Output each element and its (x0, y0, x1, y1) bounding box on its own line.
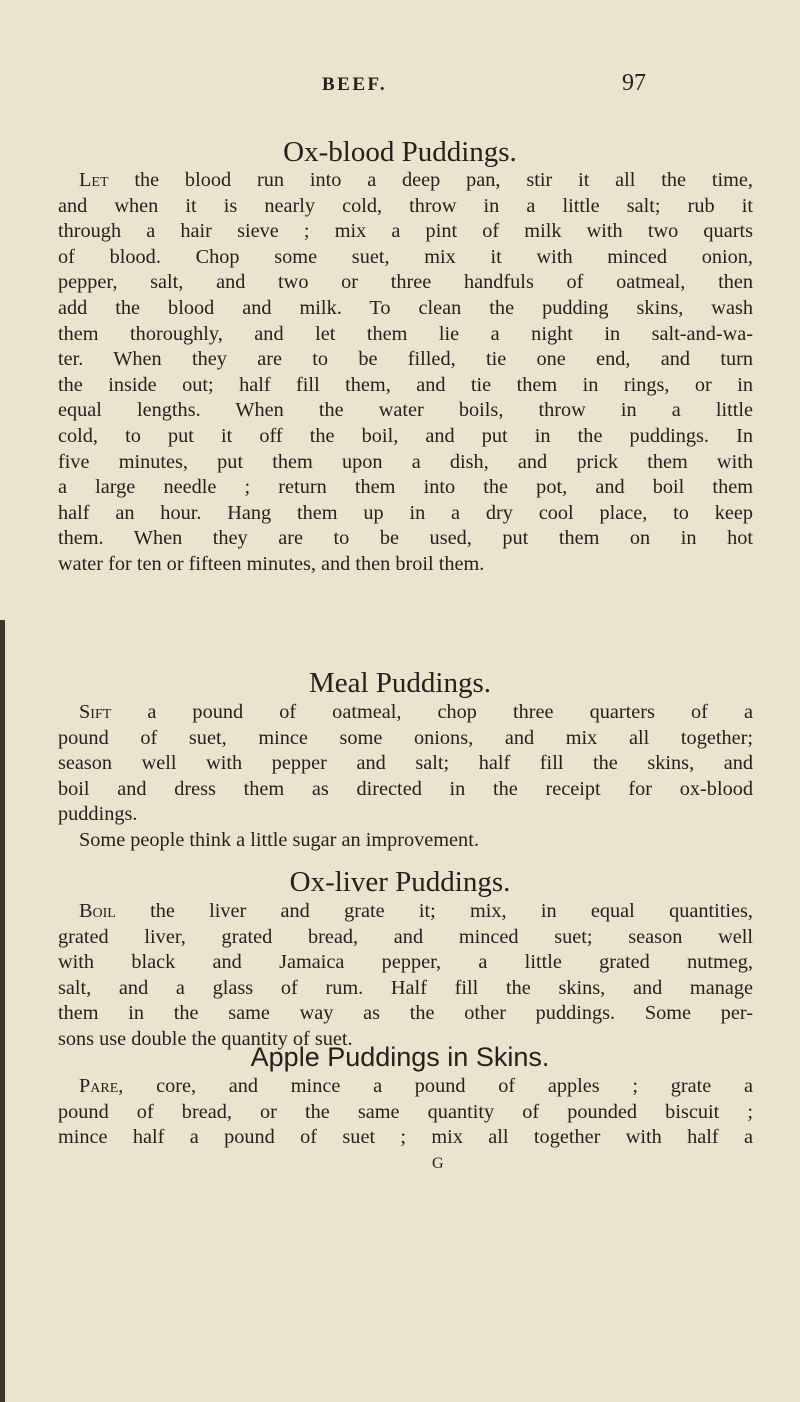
text-line: and when it is nearly cold, throw in a little salt; rub it (58, 194, 753, 217)
drop-word: Let (79, 169, 109, 191)
text-line: grated liver, grated bread, and minced suet; season well (58, 925, 753, 948)
page-number: 97 (622, 70, 646, 96)
text-line: puddings. (58, 803, 138, 826)
text-line: Pare, core, and mince a pound of apples ; grate a (79, 1075, 753, 1097)
section-body-ox-liver-puddings (58, 899, 753, 1053)
text-line (58, 168, 753, 194)
text-line: water for ten or fifteen minutes, and then broil them. (58, 552, 485, 575)
signature-mark: G (432, 1155, 444, 1172)
text-line: them in the same way as the other puddings. Some per- (58, 1002, 753, 1025)
text-line: pepper, salt, and two or three handfuls of oatmeal, then (58, 271, 753, 294)
text-line: five minutes, put them upon a dish, and prick them with (58, 450, 753, 473)
text-line: of blood. Chop some suet, mix it with minced onion, (58, 245, 753, 268)
text-line: pound of suet, mince some onions, and mix all together; (58, 726, 753, 749)
text-line: a large needle ; return them into the pot, and boil them (58, 476, 753, 499)
text-line: through a hair sieve ; mix a pint of milk with two quarts (58, 220, 753, 243)
text-line: Sift a pound of oatmeal, chop three quarters of a (79, 701, 753, 723)
drop-word: Pare, (79, 1075, 124, 1097)
text-line: Boil the liver and grate it; mix, in equal quantities, (79, 900, 753, 922)
text-line: boil and dress them as directed in the receipt for ox-blood (58, 777, 753, 800)
line-text: the blood run into a deep pan, stir it all the time, (108, 169, 753, 191)
text-line: half an hour. Hang them up in a dry cool place, to keep (58, 501, 753, 524)
drop-word: Boil (79, 900, 116, 922)
text-line: cold, to put it off the boil, and put in the puddings. In (58, 424, 753, 447)
text-line: pound of bread, or the same quantity of pounded biscuit ; (58, 1100, 753, 1123)
drop-word: Sift (79, 701, 112, 723)
section-heading-meal-puddings: Meal Puddings. (308, 667, 492, 699)
section-body-ox-blood-puddings (58, 168, 753, 578)
running-head (0, 70, 800, 104)
text-line: season well with pepper and salt; half fill the skins, and (58, 752, 753, 775)
section-heading-apple-puddings-in-skins: Apple Puddings in Skins. (250, 1042, 550, 1072)
text-line: with black and Jamaica pepper, a little grated nutmeg, (58, 951, 753, 974)
text-line: mince half a pound of suet ; mix all together with half a (58, 1126, 753, 1149)
text-line: them thoroughly, and let them lie a night in salt-and-wa- (58, 322, 753, 345)
text-line: sons use double the quantity of suet. (58, 1027, 353, 1050)
text-line: the inside out; half fill them, and tie them in rings, or in (58, 373, 753, 396)
section-body-meal-puddings (58, 700, 753, 854)
section-heading-ox-blood-puddings: Ox-blood Puddings. (283, 136, 517, 168)
section-body-apple-puddings-in-skins (58, 1074, 753, 1151)
text-line: salt, and a glass of rum. Half fill the skins, and manage (58, 976, 753, 999)
running-head-title: BEEF. (322, 74, 388, 95)
text-line: Some people think a little sugar an improvement. (79, 828, 479, 851)
text-line: equal lengths. When the water boils, throw in a little (58, 399, 753, 422)
text-line: add the blood and milk. To clean the pudding skins, wash (58, 296, 753, 319)
section-heading-ox-liver-puddings: Ox-liver Puddings. (289, 866, 511, 898)
text-line: ter. When they are to be filled, tie one end, and turn (58, 348, 753, 371)
text-line: them. When they are to be used, put them on in hot (58, 527, 753, 550)
